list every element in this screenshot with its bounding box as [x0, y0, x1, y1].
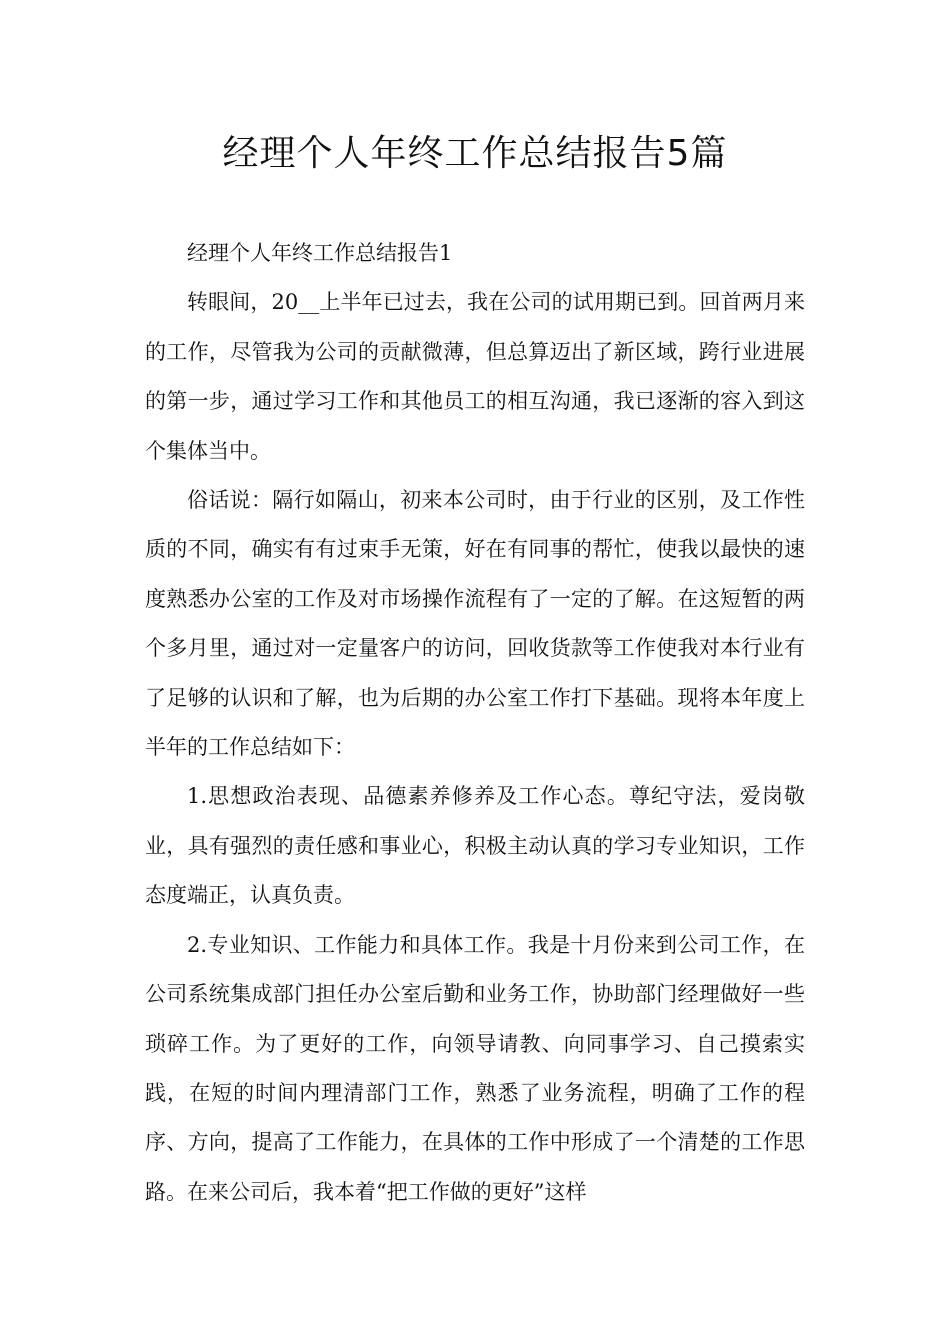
- paragraph: 俗话说：隔行如隔山，初来本公司时，由于行业的区别，及工作性质的不同，确实有有过束手无策，好在有同事的帮忙，使我以最快的速度熟悉办公室的工作及对市场操作流程有了一定的了解。在这短暂的两个多月里，通过对一定量客户的访问，回收货款等工作使我对本行业有了足够的认识和了解，也为后期的办公室工作打下基础。现将本年度上半年的工作总结如下：: [145, 488, 805, 760]
- paragraph: 转眼间，20__上半年已过去，我在公司的试用期已到。回首两月来的工作，尽管我为公司的贡献微薄，但总算迈出了新区域，跨行业进展的第一步，通过学习工作和其他员工的相互沟通，我已逐渐的容入到这个集体当中。: [145, 290, 805, 463]
- paragraph: 2.专业知识、工作能力和具体工作。我是十月份来到公司工作，在公司系统集成部门担任办公室后勤和业务工作，协助部门经理做好一些琐碎工作。为了更好的工作，向领导请教、向同事学习、自己摸索实践，在短的时间内理清部门工作，熟悉了业务流程，明确了工作的程序、方向，提高了工作能力，在具体的工作中形成了一个清楚的工作思路。在来公司后，我本着“把工作做的更好”这样: [145, 932, 805, 1204]
- paragraph-subtitle: 经理个人年终工作总结报告1: [187, 241, 453, 265]
- document-title: 经理个人年终工作总结报告5篇: [222, 133, 728, 174]
- paragraph: 1.思想政治表现、品德素养修养及工作心态。尊纪守法，爱岗敬业，具有强烈的责任感和事业心，积极主动认真的学习专业知识，工作态度端正，认真负责。: [145, 784, 805, 908]
- document-body: [145, 229, 805, 1217]
